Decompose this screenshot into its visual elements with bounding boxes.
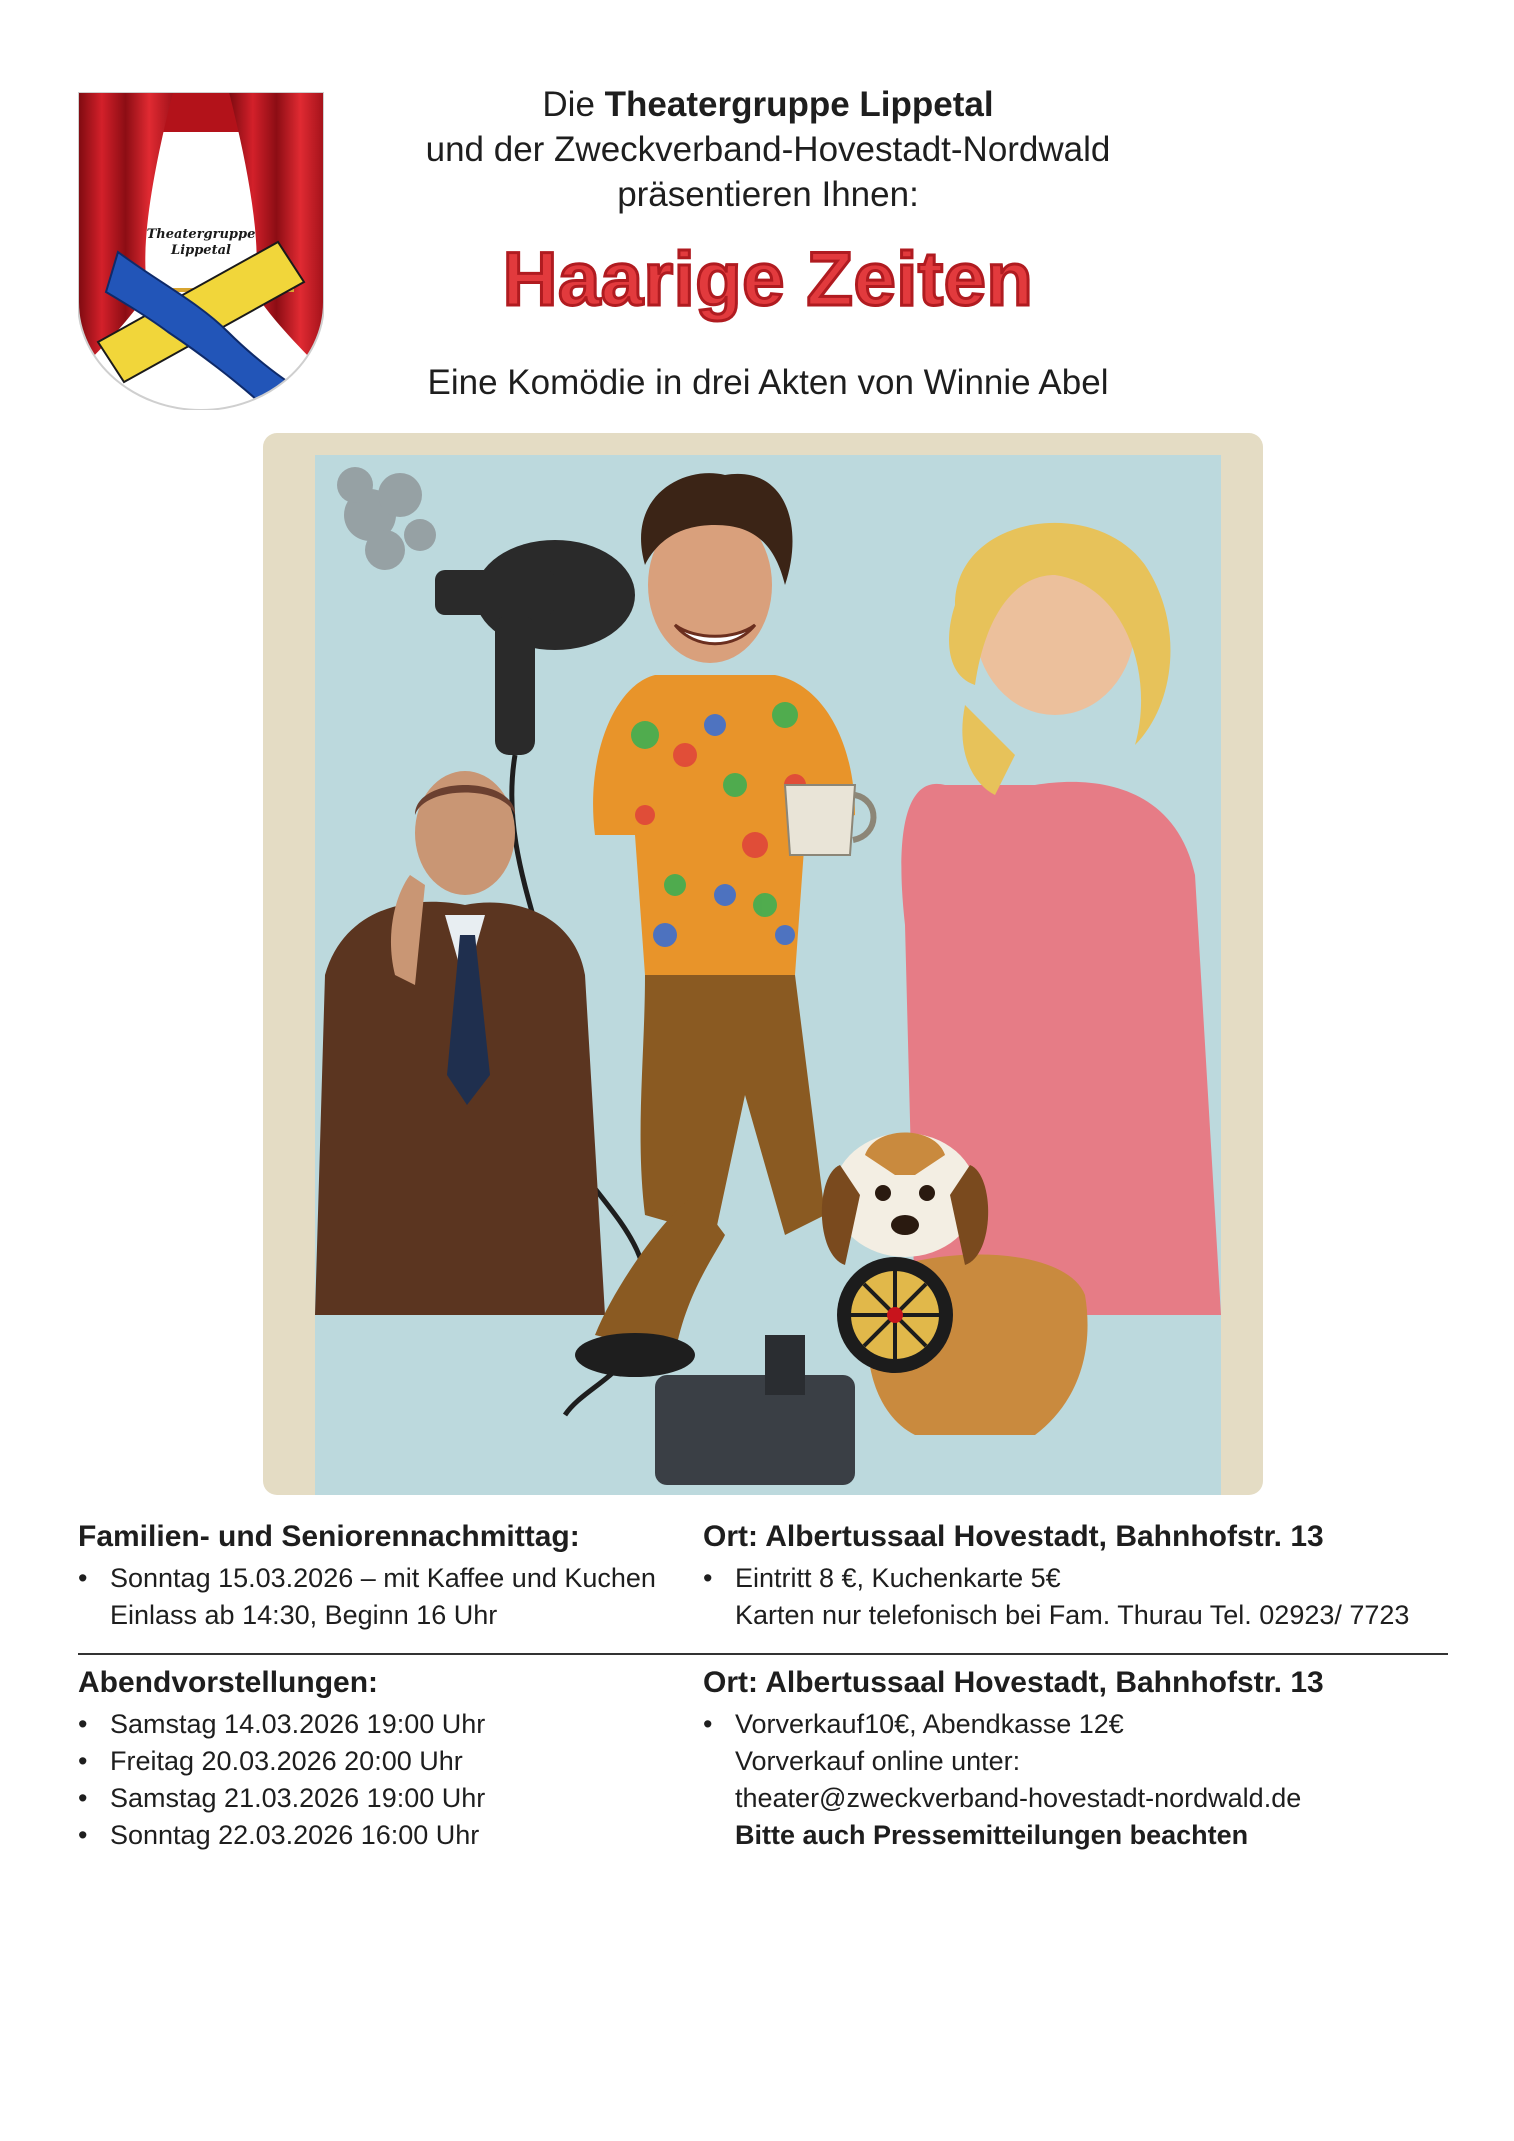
bullet: • (78, 1563, 88, 1593)
logo-text-line2: Lippetal (171, 243, 231, 258)
header-line-2: und der Zweckverband-Hovestadt-Nordwald (425, 130, 1111, 169)
phone-booking-info: Karten nur telefonisch bei Fam. Thurau Tel. 02923/ 7723 (735, 1600, 1410, 1630)
performance-date: Sonntag 22.03.2026 16:00 Uhr (110, 1820, 480, 1850)
venue-heading-2: Ort: Albertussaal Hovestadt, Bahnhofstr. 13 (703, 1666, 1324, 1699)
header-line-3: präsentieren Ihnen: (617, 175, 919, 214)
family-afternoon-section (78, 1518, 678, 1634)
evening-dates-list (78, 1706, 678, 1854)
bullet: • (78, 1820, 88, 1850)
bullet: • (78, 1783, 88, 1813)
header-line-1 (330, 82, 1206, 127)
venue-section-2 (703, 1664, 1463, 1854)
family-admission-time: Einlass ab 14:30, Beginn 16 Uhr (110, 1600, 498, 1630)
bullet: • (703, 1709, 713, 1739)
performance-date: Samstag 21.03.2026 19:00 Uhr (110, 1783, 486, 1813)
list-item (78, 1817, 678, 1854)
list-item (78, 1780, 678, 1817)
family-date: Sonntag 15.03.2026 – mit Kaffee und Kuchen (110, 1563, 656, 1593)
family-afternoon-heading: Familien- und Seniorennachmittag: (78, 1520, 580, 1553)
evening-performances-section (78, 1664, 678, 1854)
theatergruppe-logo (78, 92, 324, 410)
list-item (78, 1560, 678, 1597)
evening-performances-heading: Abendvorstellungen: (78, 1666, 379, 1699)
list-item (703, 1706, 1463, 1743)
play-subtitle: Eine Komödie in drei Akten von Winnie Abel (427, 363, 1109, 402)
family-afternoon-list (78, 1560, 678, 1597)
section-divider (78, 1653, 1448, 1655)
list-item (78, 1743, 678, 1780)
list-item (78, 1706, 678, 1743)
bullet: • (703, 1563, 713, 1593)
venue-section-1 (703, 1518, 1463, 1634)
play-title: Haarige Zeiten (502, 237, 1034, 322)
bullet: • (78, 1746, 88, 1776)
group-name: Theatergruppe Lippetal (604, 85, 994, 124)
presenter-header (330, 82, 1206, 217)
venue-heading-1: Ort: Albertussaal Hovestadt, Bahnhofstr. 13 (703, 1520, 1324, 1553)
bullet: • (78, 1709, 88, 1739)
presale-email[interactable]: theater@zweckverband-hovestadt-nordwald.de (735, 1783, 1302, 1813)
ticket-prices-1: Eintritt 8 €, Kuchenkarte 5€ (735, 1563, 1061, 1593)
venue-list-1 (703, 1560, 1463, 1597)
poster-illustration (315, 455, 1221, 1495)
header-prefix: Die (542, 85, 605, 124)
poster-frame (263, 433, 1263, 1495)
performance-date: Freitag 20.03.2026 20:00 Uhr (110, 1746, 463, 1776)
performance-date: Samstag 14.03.2026 19:00 Uhr (110, 1709, 486, 1739)
presale-online-label: Vorverkauf online unter: (735, 1746, 1021, 1776)
list-item (703, 1560, 1463, 1597)
ticket-prices-2: Vorverkauf10€, Abendkasse 12€ (735, 1709, 1124, 1739)
venue-list-2 (703, 1706, 1463, 1743)
logo-text-line1: Theatergruppe (146, 227, 256, 242)
press-notice: Bitte auch Pressemitteilungen beachten (735, 1820, 1249, 1850)
